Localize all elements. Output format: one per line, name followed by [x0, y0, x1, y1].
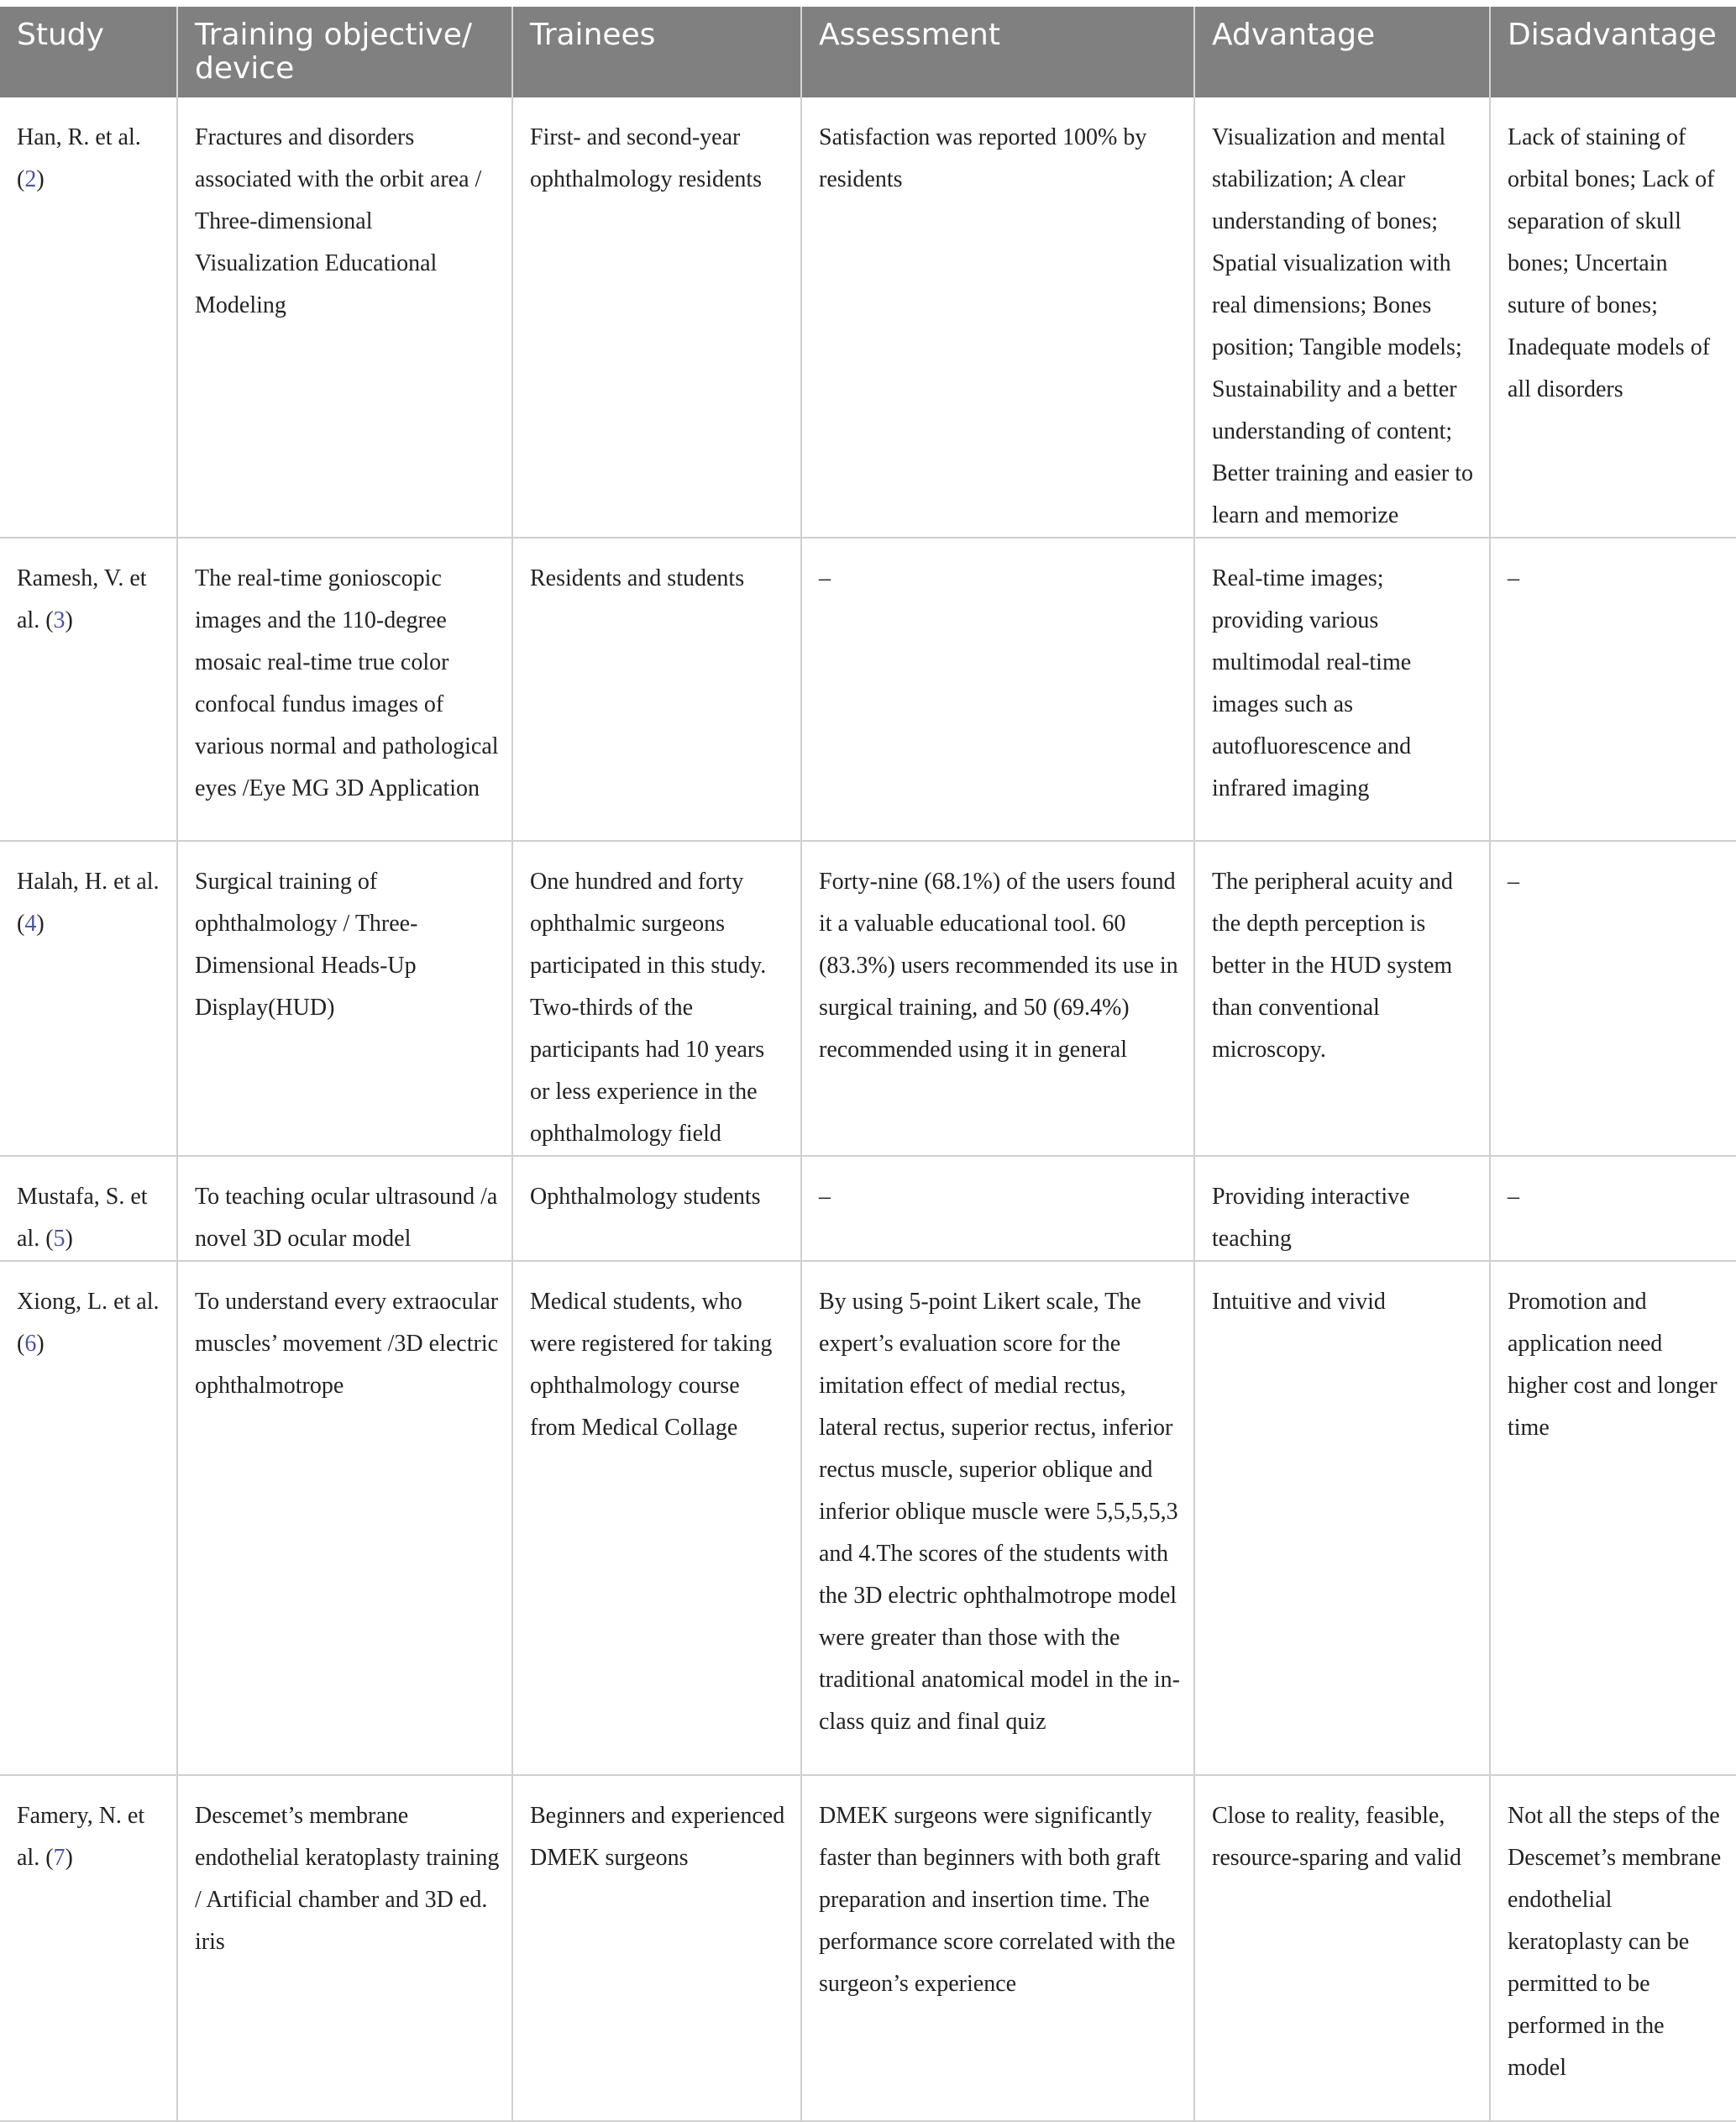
study-name-suffix: ) [65, 1845, 73, 1871]
disadvantage-cell: Promotion and application need higher cost and longer time [1490, 1261, 1736, 1775]
advantage-cell: Intuitive and vivid [1194, 1261, 1490, 1775]
table-row [0, 1261, 1736, 1775]
table-row [0, 1156, 1736, 1261]
study-name: Xiong, L. et al. ( [17, 1289, 160, 1357]
reference-link[interactable]: 7 [53, 1845, 66, 1871]
header-advantage: Advantage [1194, 7, 1490, 97]
reference-link[interactable]: 5 [53, 1226, 66, 1252]
header-trainees: Trainees [512, 7, 801, 97]
table-row [0, 538, 1736, 841]
study-cell [0, 97, 177, 538]
study-name: Ramesh, V. et al. ( [17, 565, 147, 633]
reference-link[interactable]: 4 [24, 911, 37, 937]
study-cell [0, 841, 177, 1156]
assessment-cell: – [801, 1156, 1194, 1261]
advantage-cell: Close to reality, feasible, resource-sparing and valid [1194, 1775, 1490, 2121]
trainees-cell: Medical students, who were registered for taking ophthalmology course from Medical Collage [512, 1261, 801, 1775]
header-disadvantage: Disadvantage [1490, 7, 1736, 97]
study-name: Han, R. et al. ( [17, 124, 141, 192]
assessment-cell: By using 5-point Likert scale, The expert’s evaluation score for the imitation effect of medial rectus, lateral rectus, superior rectus, inferior rectus muscle, superior oblique and inferior oblique muscle were 5,5,5,5,3 and 4.The scores of the students with the 3D electric ophthalmotrope model were greater than those with the traditional anatomical model in the in-class quiz and final quiz [801, 1261, 1194, 1775]
study-name: Mustafa, S. et al. ( [17, 1184, 148, 1252]
assessment-cell: Forty-nine (68.1%) of the users found it a valuable educational tool. 60 (83.3%) users recommended its use in surgical training, and 50 (69.4%) recommended using it in general [801, 841, 1194, 1156]
study-name-suffix: ) [65, 607, 73, 633]
objective-cell: Fractures and disorders associated with the orbit area / Three-dimensional Visualization Educational Modeling [177, 97, 512, 538]
study-name: Halah, H. et al. ( [17, 869, 160, 937]
objective-cell: Descemet’s membrane endothelial keratoplasty training / Artificial chamber and 3D ed. iris [177, 1775, 512, 2121]
disadvantage-cell: – [1490, 1156, 1736, 1261]
objective-cell: To teaching ocular ultrasound /a novel 3D ocular model [177, 1156, 512, 1261]
disadvantage-cell: Lack of staining of orbital bones; Lack of separation of skull bones; Uncertain suture of bones; Inadequate models of all disorders [1490, 97, 1736, 538]
study-name-suffix: ) [36, 911, 45, 937]
trainees-cell: Residents and students [512, 538, 801, 841]
reference-link[interactable]: 6 [24, 1331, 37, 1357]
objective-cell: To understand every extraocular muscles’ movement /3D electric ophthalmotrope [177, 1261, 512, 1775]
study-name: Famery, N. et al. ( [17, 1803, 145, 1871]
study-name-suffix: ) [65, 1226, 73, 1252]
disadvantage-cell: – [1490, 538, 1736, 841]
table-row [0, 841, 1736, 1156]
trainees-cell: Beginners and experienced DMEK surgeons [512, 1775, 801, 2121]
study-cell [0, 1156, 177, 1261]
advantage-cell: The peripheral acuity and the depth perception is better in the HUD system than conventional microscopy. [1194, 841, 1490, 1156]
studies-table [0, 7, 1736, 2122]
assessment-cell: DMEK surgeons were significantly faster than beginners with both graft preparation and insertion time. The performance score correlated with the surgeon’s experience [801, 1775, 1194, 2121]
reference-link[interactable]: 3 [53, 607, 66, 633]
advantage-cell: Providing interactive teaching [1194, 1156, 1490, 1261]
header-training-objective: Training objective/ device [177, 7, 512, 97]
header-row [0, 7, 1736, 97]
objective-cell: The real-time gonioscopic images and the 110-degree mosaic real-time true color confocal fundus images of various normal and pathological eyes /Eye MG 3D Application [177, 538, 512, 841]
disadvantage-cell: Not all the steps of the Descemet’s membrane endothelial keratoplasty can be permitted to be performed in the model [1490, 1775, 1736, 2121]
reference-link[interactable]: 2 [24, 166, 37, 192]
study-name-suffix: ) [36, 1331, 45, 1357]
advantage-cell: Real-time images; providing various multimodal real-time images such as autofluorescence and infrared imaging [1194, 538, 1490, 841]
advantage-cell: Visualization and mental stabilization; A clear understanding of bones; Spatial visualization with real dimensions; Bones position; Tangible models; Sustainability and a better understanding of content; Better training and easier to learn and memorize [1194, 97, 1490, 538]
table-row [0, 97, 1736, 538]
trainees-cell: One hundred and forty ophthalmic surgeons participated in this study. Two-thirds of the participants had 10 years or less experience in the ophthalmology field [512, 841, 801, 1156]
header-study: Study [0, 7, 177, 97]
header-assessment: Assessment [801, 7, 1194, 97]
study-cell [0, 1775, 177, 2121]
table-row [0, 1775, 1736, 2121]
table-container [0, 7, 1736, 2122]
study-cell [0, 538, 177, 841]
assessment-cell: Satisfaction was reported 100% by residents [801, 97, 1194, 538]
study-cell [0, 1261, 177, 1775]
objective-cell: Surgical training of ophthalmology / Three-Dimensional Heads-Up Display(HUD) [177, 841, 512, 1156]
study-name-suffix: ) [36, 166, 45, 192]
trainees-cell: Ophthalmology students [512, 1156, 801, 1261]
disadvantage-cell: – [1490, 841, 1736, 1156]
assessment-cell: – [801, 538, 1194, 841]
trainees-cell: First- and second-year ophthalmology residents [512, 97, 801, 538]
